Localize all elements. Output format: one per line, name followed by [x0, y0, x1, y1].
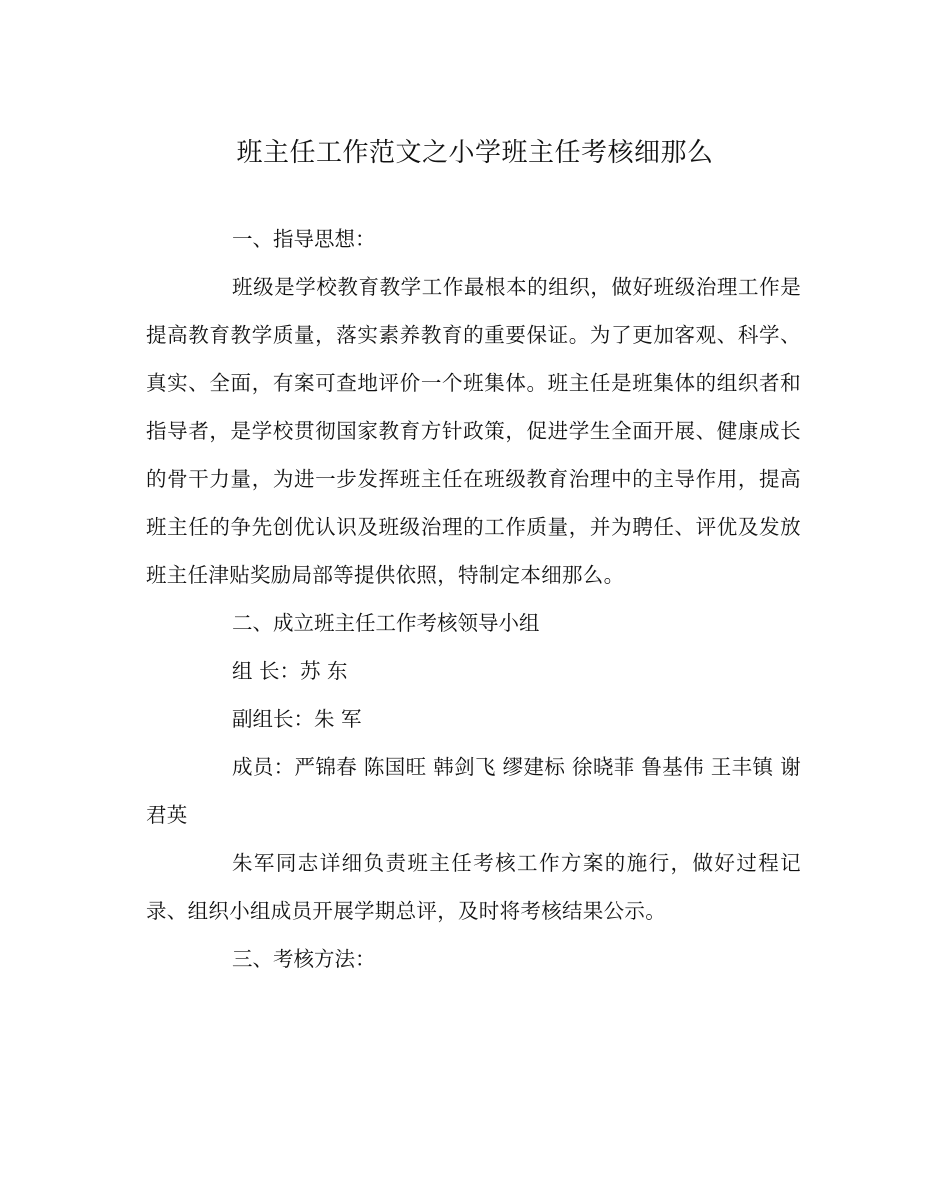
section-3-heading: 三、考核方法： — [232, 947, 376, 971]
deputy-leader-line: 副组长：朱 军 — [232, 707, 362, 731]
section-1-heading: 一、指导思想： — [232, 227, 376, 251]
responsibility-paragraph: 朱军同志详细负责班主任考核工作方案的施行，做好过程记录、组织小组成员开展学期总评，及时将考核结果公示。 — [146, 851, 801, 923]
section-2-heading: 二、成立班主任工作考核领导小组 — [232, 611, 540, 635]
section-1-paragraph: 班级是学校教育教学工作最根本的组织，做好班级治理工作是提高教育教学质量，落实素养教育的重要保证。为了更加客观、科学、真实、全面，有案可查地评价一个班集体。班主任是班集体的组织者和指导者，是学校贯彻国家教育方针政策，促进学生全面开展、健康成长的骨干力量，为进一步发挥班主任在班级教育治理中的主导作用，提高班主任的争先创优认识及班级治理的工作质量，并为聘任、评优及发放班主任津贴奖励局部等提供依照，特制定本细那么。 — [146, 275, 801, 587]
document-body — [146, 215, 801, 983]
document-title: 班主任工作范文之小学班主任考核细那么 — [236, 138, 714, 168]
leader-line: 组 长：苏 东 — [232, 659, 348, 683]
members-line: 成员：严锦春 陈国旺 韩剑飞 缪建标 徐晓菲 鲁基伟 王丰镇 谢君英 — [146, 755, 801, 827]
